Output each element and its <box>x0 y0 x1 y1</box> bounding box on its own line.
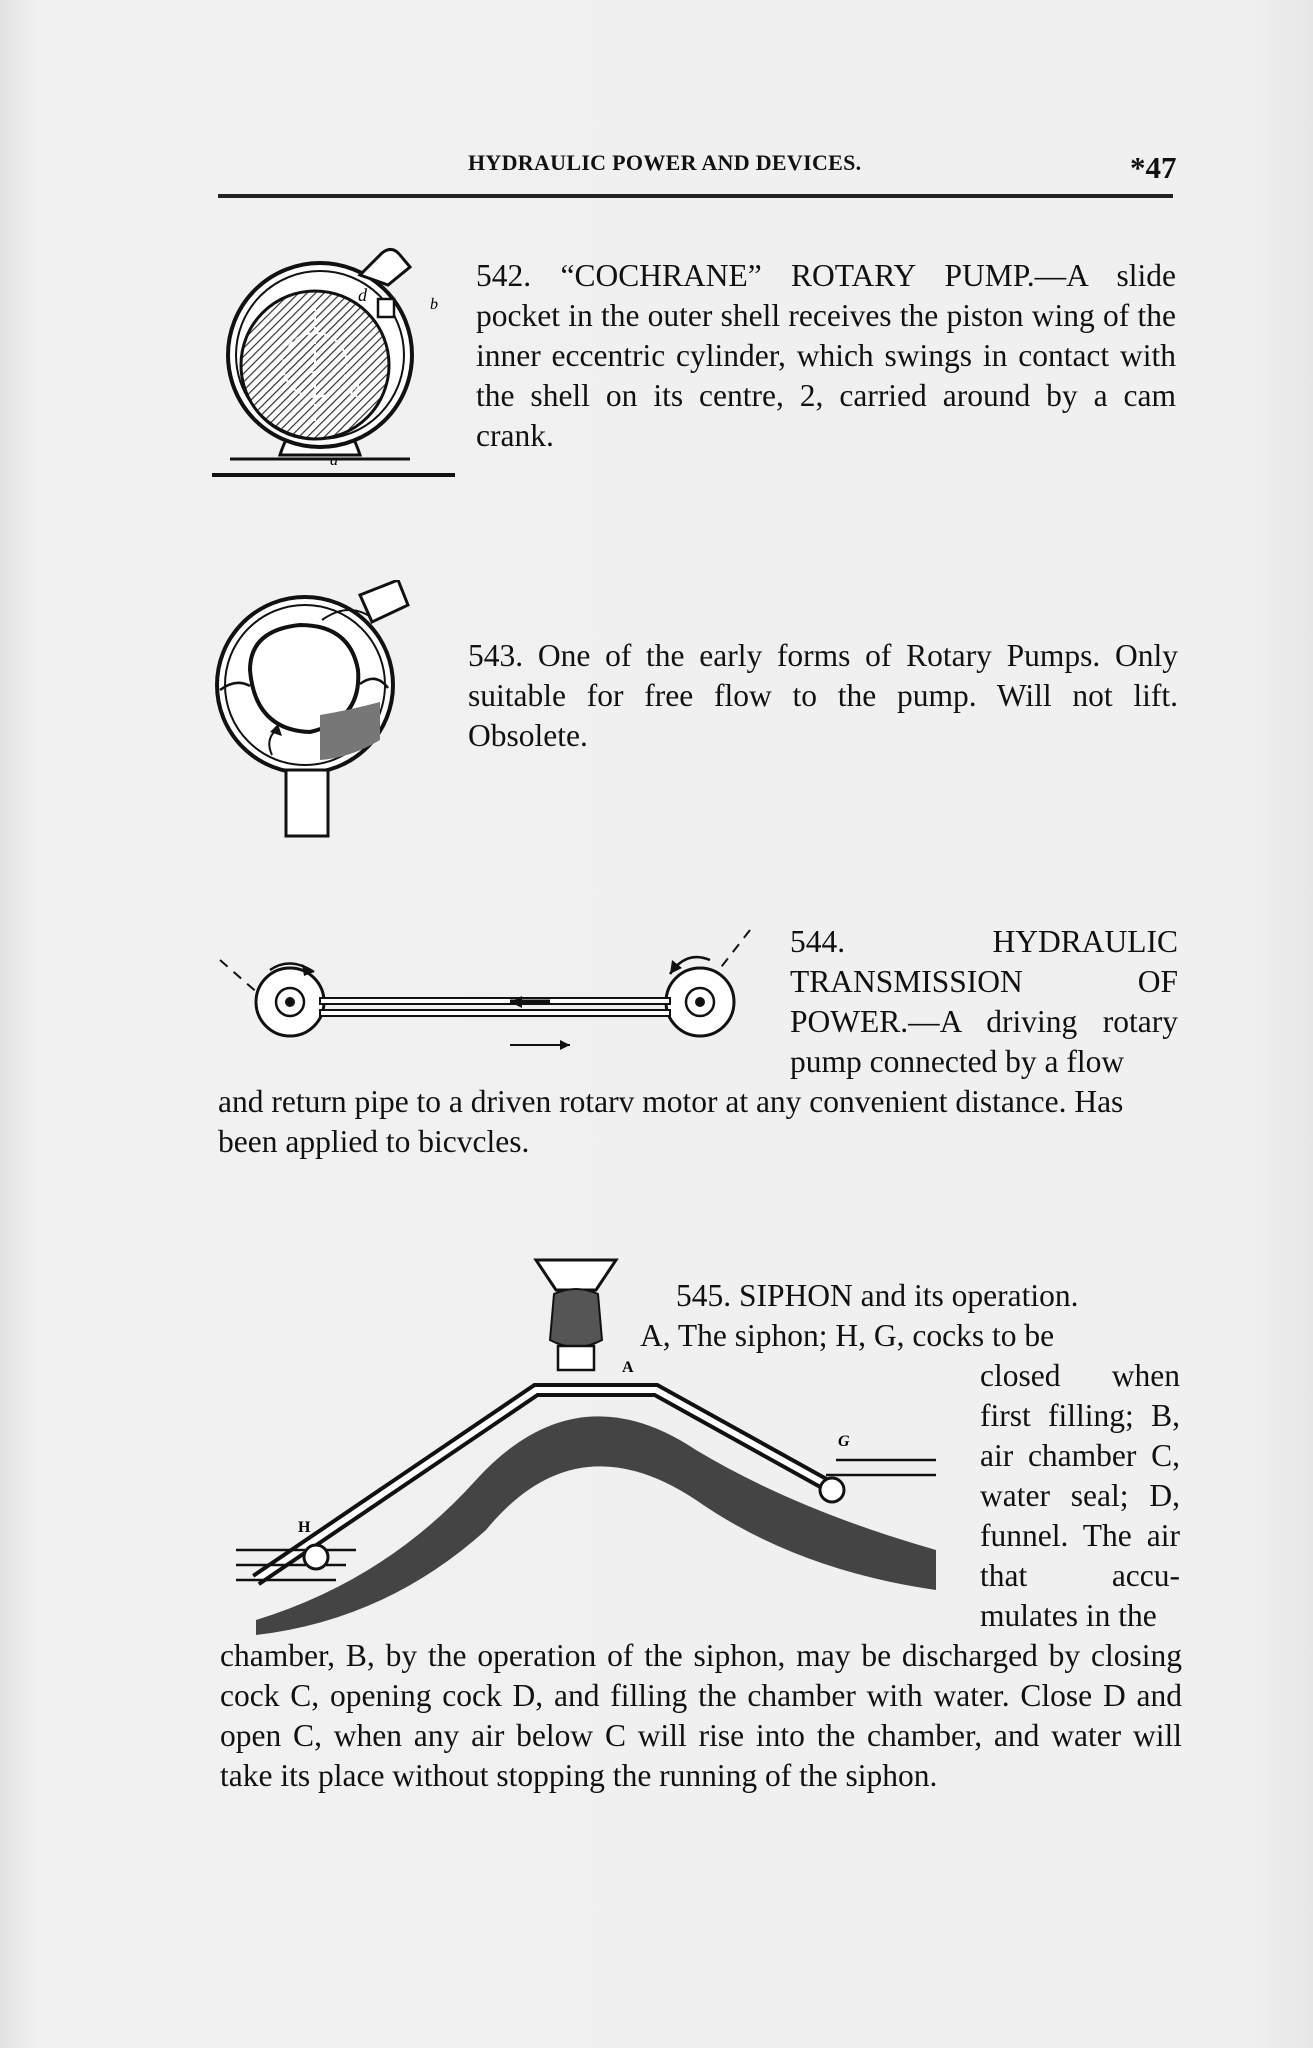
paragraph-544-full: and return pipe to a driven rotarv motor at any convenient distance. Has been applied to bicvcles. <box>218 1084 1124 1159</box>
figure-542-label-2: 2 <box>310 357 319 377</box>
figure-545-label-a: A <box>622 1359 634 1376</box>
figure-545-label-g: G <box>838 1433 850 1450</box>
page-number: *47 <box>1130 150 1177 185</box>
paragraph-545-top-1: 545. SIPHON and its operation. <box>676 1278 1079 1313</box>
figure-543-early-rotary-pump <box>210 580 440 840</box>
figure-542-label-d2: d <box>350 381 359 401</box>
paragraph-543: 543. One of the early forms of Rotary Pumps. Only suitable for free flow to the pump. Will not lift. Obsolete. <box>468 638 1178 753</box>
running-header: HYDRAULIC POWER AND DEVICES. <box>468 150 862 175</box>
figure-542-label-b: b <box>430 296 438 313</box>
figure-545-label-h: H <box>298 1519 311 1536</box>
figure-542-cochrane-pump <box>210 245 460 485</box>
header-rule <box>218 194 1173 198</box>
paragraph-542: 542. “COCHRANE” ROTARY PUMP.—A slide pocket in the outer shell receives the piston wing of the inner eccentric cylinder, which swings in contact with the shell on its centre, 2, carried around by a cam crank. <box>476 258 1176 453</box>
figure-542-label-d1: d <box>358 285 367 305</box>
paragraph-544-side: 544. HYDRAULIC TRANSMISSION OF POWER.—A driving rotary pump connected by a flow <box>790 924 1178 1079</box>
paragraph-545-top-2: A, The siphon; H, G, cocks to be <box>640 1318 1055 1353</box>
figure-544-hydraulic-transmission <box>210 920 770 1060</box>
figure-542-label-a: a <box>330 452 338 469</box>
paragraph-545-full: chamber, B, by the operation of the siphon, may be discharged by closing cock C, opening cock D, and filling the chamber with water. Close D and open C, when any air below C will rise into the chamber, and water will take its place without stopping the running of the siphon. <box>220 1638 1182 1793</box>
paragraph-545-side: closed when first filling; B, air chamber C, water seal; D, funnel. The air that accu- mulates in the <box>980 1358 1180 1633</box>
